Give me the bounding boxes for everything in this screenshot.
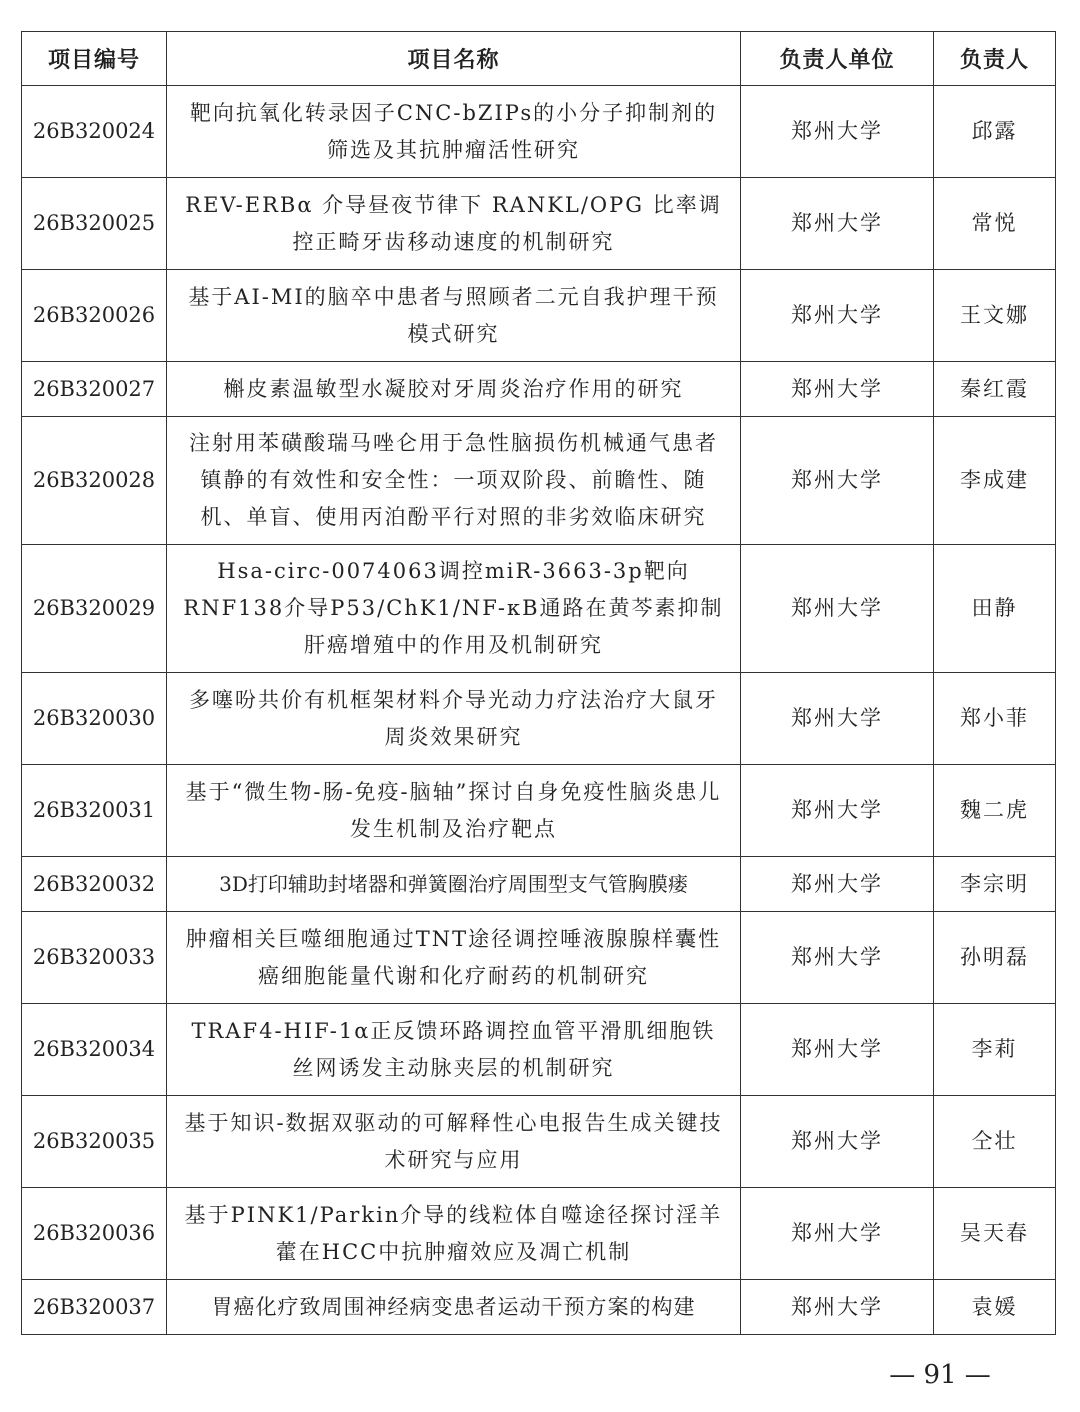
project-code: 26B320032 bbox=[22, 857, 167, 912]
project-name: 基于“微生物-肠-免疫-脑轴”探讨自身免疫性脑炎患儿发生机制及治疗靶点 bbox=[167, 765, 741, 857]
project-name: 胃癌化疗致周围神经病变患者运动干预方案的构建 bbox=[167, 1280, 741, 1335]
project-leader: 常悦 bbox=[934, 178, 1056, 270]
project-unit: 郑州大学 bbox=[741, 1096, 934, 1188]
project-code: 26B320033 bbox=[22, 912, 167, 1004]
project-code: 26B320029 bbox=[22, 545, 167, 673]
project-name: 肿瘤相关巨噬细胞通过TNT途径调控唾液腺腺样囊性癌细胞能量代谢和化疗耐药的机制研究 bbox=[167, 912, 741, 1004]
table-row bbox=[22, 765, 1056, 857]
project-name: Hsa-circ-0074063调控miR-3663-3p靶向RNF138介导P53/ChK1/NF-κB通路在黄芩素抑制肝癌增殖中的作用及机制研究 bbox=[167, 545, 741, 673]
page-number: — 91 — bbox=[889, 1360, 991, 1390]
project-leader: 李莉 bbox=[934, 1004, 1056, 1096]
project-leader: 袁媛 bbox=[934, 1280, 1056, 1335]
header-leader: 负责人 bbox=[934, 32, 1056, 86]
project-unit: 郑州大学 bbox=[741, 178, 934, 270]
project-unit: 郑州大学 bbox=[741, 362, 934, 417]
project-leader: 李宗明 bbox=[934, 857, 1056, 912]
project-code: 26B320027 bbox=[22, 362, 167, 417]
project-code: 26B320025 bbox=[22, 178, 167, 270]
project-leader: 郑小菲 bbox=[934, 673, 1056, 765]
project-code: 26B320037 bbox=[22, 1280, 167, 1335]
project-unit: 郑州大学 bbox=[741, 765, 934, 857]
table-row bbox=[22, 673, 1056, 765]
project-unit: 郑州大学 bbox=[741, 1004, 934, 1096]
project-name: 槲皮素温敏型水凝胶对牙周炎治疗作用的研究 bbox=[167, 362, 741, 417]
header-code: 项目编号 bbox=[22, 32, 167, 86]
project-name: 注射用苯磺酸瑞马唑仑用于急性脑损伤机械通气患者镇静的有效性和安全性：一项双阶段、前瞻性、随机、单盲、使用丙泊酚平行对照的非劣效临床研究 bbox=[167, 417, 741, 545]
table-row bbox=[22, 1096, 1056, 1188]
project-table bbox=[21, 31, 1056, 1335]
project-leader: 秦红霞 bbox=[934, 362, 1056, 417]
project-code: 26B320030 bbox=[22, 673, 167, 765]
table-row bbox=[22, 86, 1056, 178]
table-row bbox=[22, 362, 1056, 417]
table-row bbox=[22, 178, 1056, 270]
project-unit: 郑州大学 bbox=[741, 86, 934, 178]
project-name: 3D打印辅助封堵器和弹簧圈治疗周围型支气管胸膜瘘 bbox=[167, 857, 741, 912]
table-header-row bbox=[22, 32, 1056, 86]
project-name: 基于AI-MI的脑卒中患者与照顾者二元自我护理干预模式研究 bbox=[167, 270, 741, 362]
project-unit: 郑州大学 bbox=[741, 270, 934, 362]
table-row bbox=[22, 1188, 1056, 1280]
project-leader: 邱露 bbox=[934, 86, 1056, 178]
project-code: 26B320035 bbox=[22, 1096, 167, 1188]
project-name: 靶向抗氧化转录因子CNC-bZIPs的小分子抑制剂的筛选及其抗肿瘤活性研究 bbox=[167, 86, 741, 178]
table-row bbox=[22, 857, 1056, 912]
project-leader: 田静 bbox=[934, 545, 1056, 673]
project-code: 26B320036 bbox=[22, 1188, 167, 1280]
project-unit: 郑州大学 bbox=[741, 857, 934, 912]
project-leader: 王文娜 bbox=[934, 270, 1056, 362]
project-code: 26B320026 bbox=[22, 270, 167, 362]
project-code: 26B320034 bbox=[22, 1004, 167, 1096]
project-code: 26B320028 bbox=[22, 417, 167, 545]
table-row bbox=[22, 270, 1056, 362]
table-row bbox=[22, 1004, 1056, 1096]
project-leader: 李成建 bbox=[934, 417, 1056, 545]
project-leader: 魏二虎 bbox=[934, 765, 1056, 857]
header-name: 项目名称 bbox=[167, 32, 741, 86]
table-row bbox=[22, 1280, 1056, 1335]
table-row bbox=[22, 417, 1056, 545]
project-leader: 仝壮 bbox=[934, 1096, 1056, 1188]
project-unit: 郑州大学 bbox=[741, 1280, 934, 1335]
project-code: 26B320031 bbox=[22, 765, 167, 857]
project-unit: 郑州大学 bbox=[741, 1188, 934, 1280]
project-name: 基于PINK1/Parkin介导的线粒体自噬途径探讨淫羊藿在HCC中抗肿瘤效应及凋亡机制 bbox=[167, 1188, 741, 1280]
project-name: REV-ERBα 介导昼夜节律下 RANKL/OPG 比率调控正畸牙齿移动速度的机制研究 bbox=[167, 178, 741, 270]
table-row bbox=[22, 545, 1056, 673]
project-name: 基于知识-数据双驱动的可解释性心电报告生成关键技术研究与应用 bbox=[167, 1096, 741, 1188]
project-name: 多噻吩共价有机框架材料介导光动力疗法治疗大鼠牙周炎效果研究 bbox=[167, 673, 741, 765]
project-code: 26B320024 bbox=[22, 86, 167, 178]
table-row bbox=[22, 912, 1056, 1004]
project-leader: 孙明磊 bbox=[934, 912, 1056, 1004]
project-unit: 郑州大学 bbox=[741, 545, 934, 673]
header-unit: 负责人单位 bbox=[741, 32, 934, 86]
project-name: TRAF4-HIF-1α正反馈环路调控血管平滑肌细胞铁丝网诱发主动脉夹层的机制研究 bbox=[167, 1004, 741, 1096]
project-unit: 郑州大学 bbox=[741, 417, 934, 545]
project-unit: 郑州大学 bbox=[741, 912, 934, 1004]
project-leader: 吴天春 bbox=[934, 1188, 1056, 1280]
project-unit: 郑州大学 bbox=[741, 673, 934, 765]
